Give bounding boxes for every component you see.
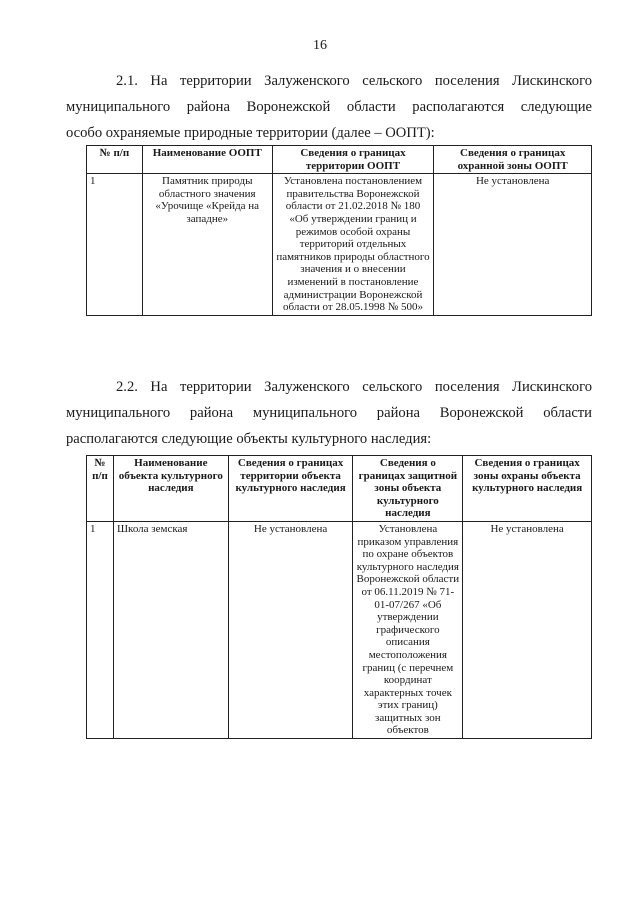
- cell-number: 1: [87, 174, 143, 316]
- header-number: № п/п: [87, 146, 143, 174]
- header-territory-borders: Сведения о границах территории ООПТ: [272, 146, 434, 174]
- header-name: Наименование ООПТ: [142, 146, 272, 174]
- section-2-2-paragraph: [66, 374, 592, 452]
- cell-zone-borders: Не установлена: [434, 174, 592, 316]
- paragraph-line: муниципального района Воронежской области располагаются следующие: [66, 99, 592, 115]
- cell-protective-zone: Установлена приказом управления по охране объектов культурного наследия Воронежской области от 06.11.2019 № 71-01-07/267 «Об утверждении графического описания местоположения границ (с перечнем координат характерных точек этих границ) защитных зон объектов: [353, 521, 463, 738]
- cell-name: Школа земская: [113, 521, 228, 738]
- paragraph-line: муниципального района муниципального района Воронежской области: [66, 405, 592, 421]
- cell-name: Памятник природы областного значения «Урочище «Крейда на западне»: [142, 174, 272, 316]
- header-security-zone: Сведения о границах зоны охраны объекта культурного наследия: [463, 456, 592, 522]
- paragraph-line: 2.1. На территории Залуженского сельского поселения Лискинского: [116, 73, 592, 89]
- paragraph-line: особо охраняемые природные территории (далее – ООПТ):: [66, 125, 435, 141]
- paragraph-line: 2.2. На территории Залуженского сельского поселения Лискинского: [116, 379, 592, 395]
- cell-territory-borders: Установлена постановлением правительства Воронежской области от 21.02.2018 № 180 «Об утверждении границ и режимов особой охраны территорий отдельных памятников природы областного значения и о внесении изменений в постановление администрации Воронежской области от 28.05.1998 № 500»: [272, 174, 434, 316]
- paragraph-line: располагаются следующие объекты культурного наследия:: [66, 431, 432, 447]
- oopt-table: [86, 145, 592, 316]
- cell-territory-borders: Не установлена: [228, 521, 353, 738]
- header-zone-borders: Сведения о границах охранной зоны ООПТ: [434, 146, 592, 174]
- heritage-table: [86, 455, 592, 739]
- header-name: Наименование объекта культурного наследия: [113, 456, 228, 522]
- table-row: [87, 174, 592, 316]
- header-territory-borders: Сведения о границах территории объекта культурного наследия: [228, 456, 353, 522]
- page-number: 16: [313, 38, 327, 53]
- cell-security-zone: Не установлена: [463, 521, 592, 738]
- table-header-row: [87, 456, 592, 522]
- header-number: № п/п: [87, 456, 114, 522]
- table-row: [87, 521, 592, 738]
- cell-number: 1: [87, 521, 114, 738]
- table-header-row: [87, 146, 592, 174]
- section-2-1-paragraph: [66, 68, 592, 146]
- header-protective-zone: Сведения о границах защитной зоны объекта культурного наследия: [353, 456, 463, 522]
